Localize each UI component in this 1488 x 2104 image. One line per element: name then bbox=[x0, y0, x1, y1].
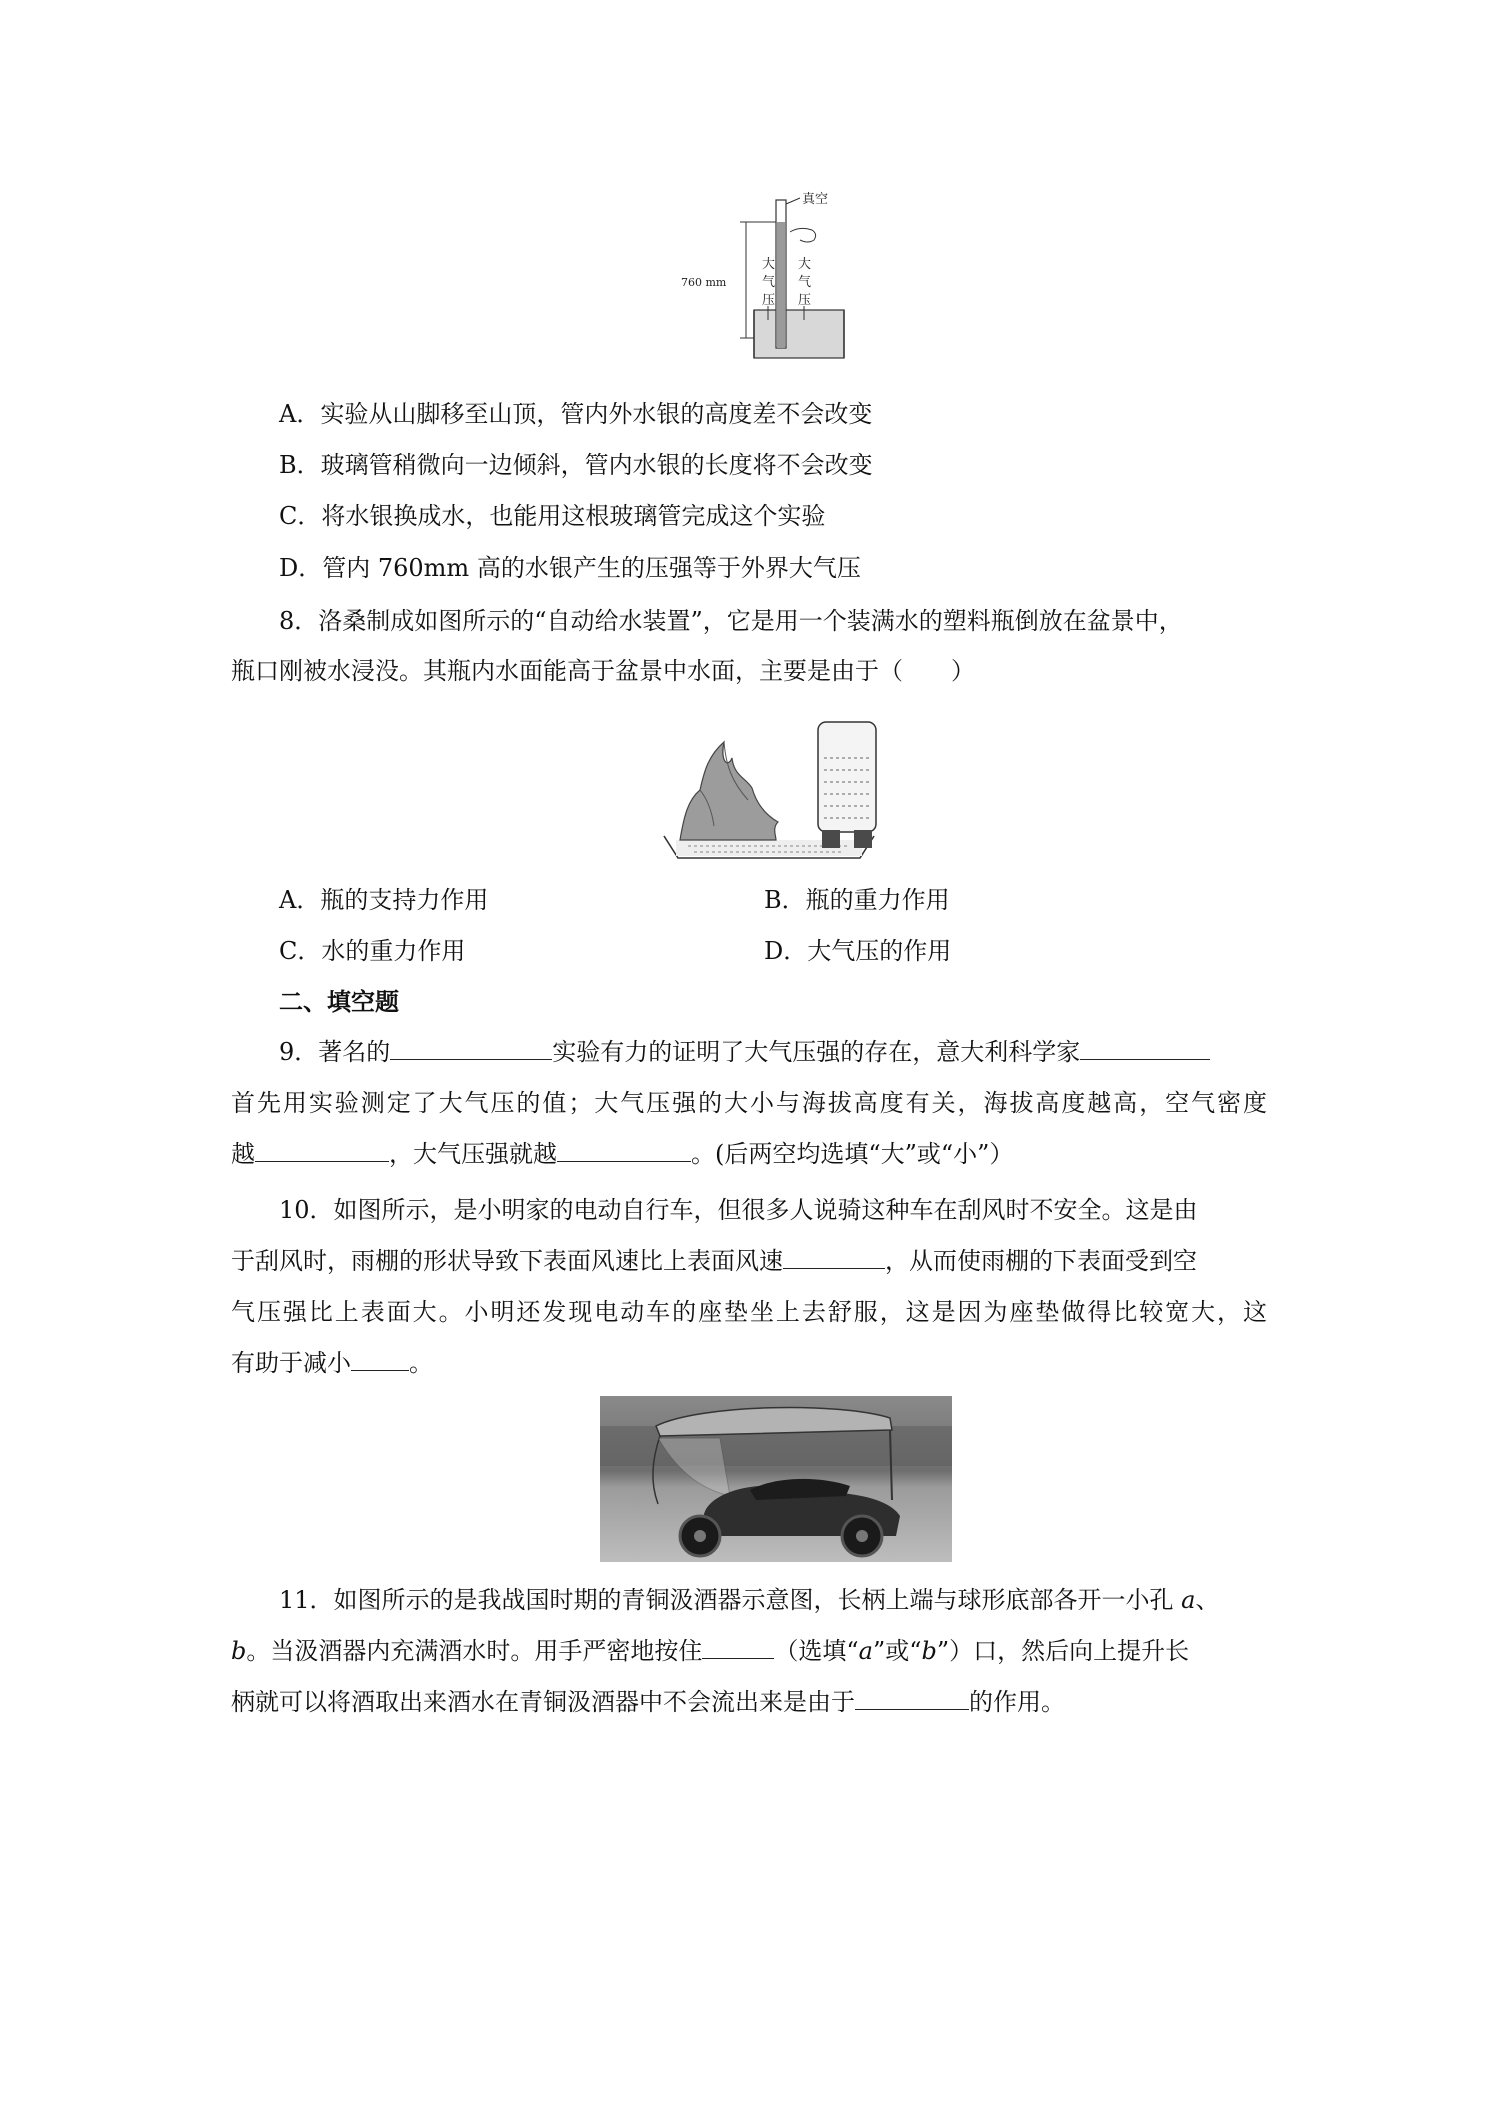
svg-text:气: 气 bbox=[762, 275, 776, 290]
q9-line1: 9．著名的 实验有力的证明了大气压强的存在，意大利科学家 bbox=[279, 1036, 1210, 1068]
q7-option-d: D．管内 760mm 高的水银产生的压强等于外界大气压 bbox=[279, 554, 861, 582]
q11-line1: 11．如图所示的是我战国时期的青铜汲酒器示意图，长柄上端与球形底部各开一小孔 a、 bbox=[279, 1586, 1220, 1614]
q11-line3: 柄就可以将酒取出来酒水在青铜汲酒器中不会流出来是由于 的作用。 bbox=[231, 1688, 1065, 1716]
q7-option-a: A．实验从山脚移至山顶，管内外水银的高度差不会改变 bbox=[279, 400, 873, 428]
height-label: 760 mm bbox=[681, 276, 727, 289]
q8-option-d: D．大气压的作用 bbox=[764, 937, 952, 965]
svg-text:压: 压 bbox=[798, 293, 812, 308]
svg-text:压: 压 bbox=[762, 293, 776, 308]
torricelli-figure bbox=[680, 190, 870, 376]
q8-option-a: A．瓶的支持力作用 bbox=[279, 886, 489, 914]
svg-text:大: 大 bbox=[762, 257, 776, 272]
q10-blank-1[interactable] bbox=[783, 1246, 885, 1269]
q7-option-c: C．将水银换成水，也能用这根玻璃管完成这个实验 bbox=[279, 502, 826, 530]
q8-text-line1: 8．洛桑制成如图所示的“自动给水装置”，它是用一个装满水的塑料瓶倒放在盆景中， bbox=[279, 607, 1183, 635]
q8-option-b: B．瓶的重力作用 bbox=[764, 886, 950, 914]
vacuum-label: 真空 bbox=[802, 192, 829, 207]
q9-line2: 首先用实验测定了大气压的值；大气压强的大小与海拔高度有关，海拔高度越高，空气密度 bbox=[231, 1089, 1267, 1117]
q8-option-c: C．水的重力作用 bbox=[279, 937, 466, 965]
q9-blank-2[interactable] bbox=[1080, 1037, 1210, 1060]
q10-line2: 于刮风时，雨棚的形状导致下表面风速比上表面风速 ，从而使雨棚的下表面受到空 bbox=[231, 1247, 1197, 1275]
electric-scooter-photo bbox=[600, 1396, 952, 1562]
watering-device-figure bbox=[660, 718, 880, 862]
svg-text:大: 大 bbox=[798, 257, 812, 272]
q9-blank-1[interactable] bbox=[390, 1037, 552, 1060]
q9-blank-4[interactable] bbox=[557, 1139, 691, 1162]
q11-blank-2[interactable] bbox=[855, 1687, 969, 1710]
section-heading: 二、填空题 bbox=[279, 988, 399, 1016]
q11-line2: b。当汲酒器内充满酒水时。用手严密地按住 （选填“a”或“b”）口，然后向上提升长 bbox=[231, 1637, 1190, 1665]
q7-option-b: B．玻璃管稍微向一边倾斜，管内水银的长度将不会改变 bbox=[279, 451, 873, 479]
q10-line3: 气压强比上表面大。小明还发现电动车的座垫坐上去舒服，这是因为座垫做得比较宽大，这 bbox=[231, 1298, 1267, 1326]
q8-text-line2: 瓶口刚被水浸没。其瓶内水面能高于盆景中水面，主要是由于（ ） bbox=[231, 657, 975, 685]
q10-line1: 10．如图所示，是小明家的电动自行车，但很多人说骑这种车在刮风时不安全。这是由 bbox=[279, 1196, 1198, 1224]
q10-line4: 有助于减小 。 bbox=[231, 1349, 433, 1377]
q9-blank-3[interactable] bbox=[255, 1139, 389, 1162]
q9-line3: 越 ，大气压强就越 。(后两空均选填“大”或“小”） bbox=[231, 1140, 1014, 1168]
q11-blank-1[interactable] bbox=[702, 1636, 774, 1659]
svg-text:气: 气 bbox=[798, 275, 812, 290]
q10-blank-2[interactable] bbox=[351, 1348, 409, 1371]
